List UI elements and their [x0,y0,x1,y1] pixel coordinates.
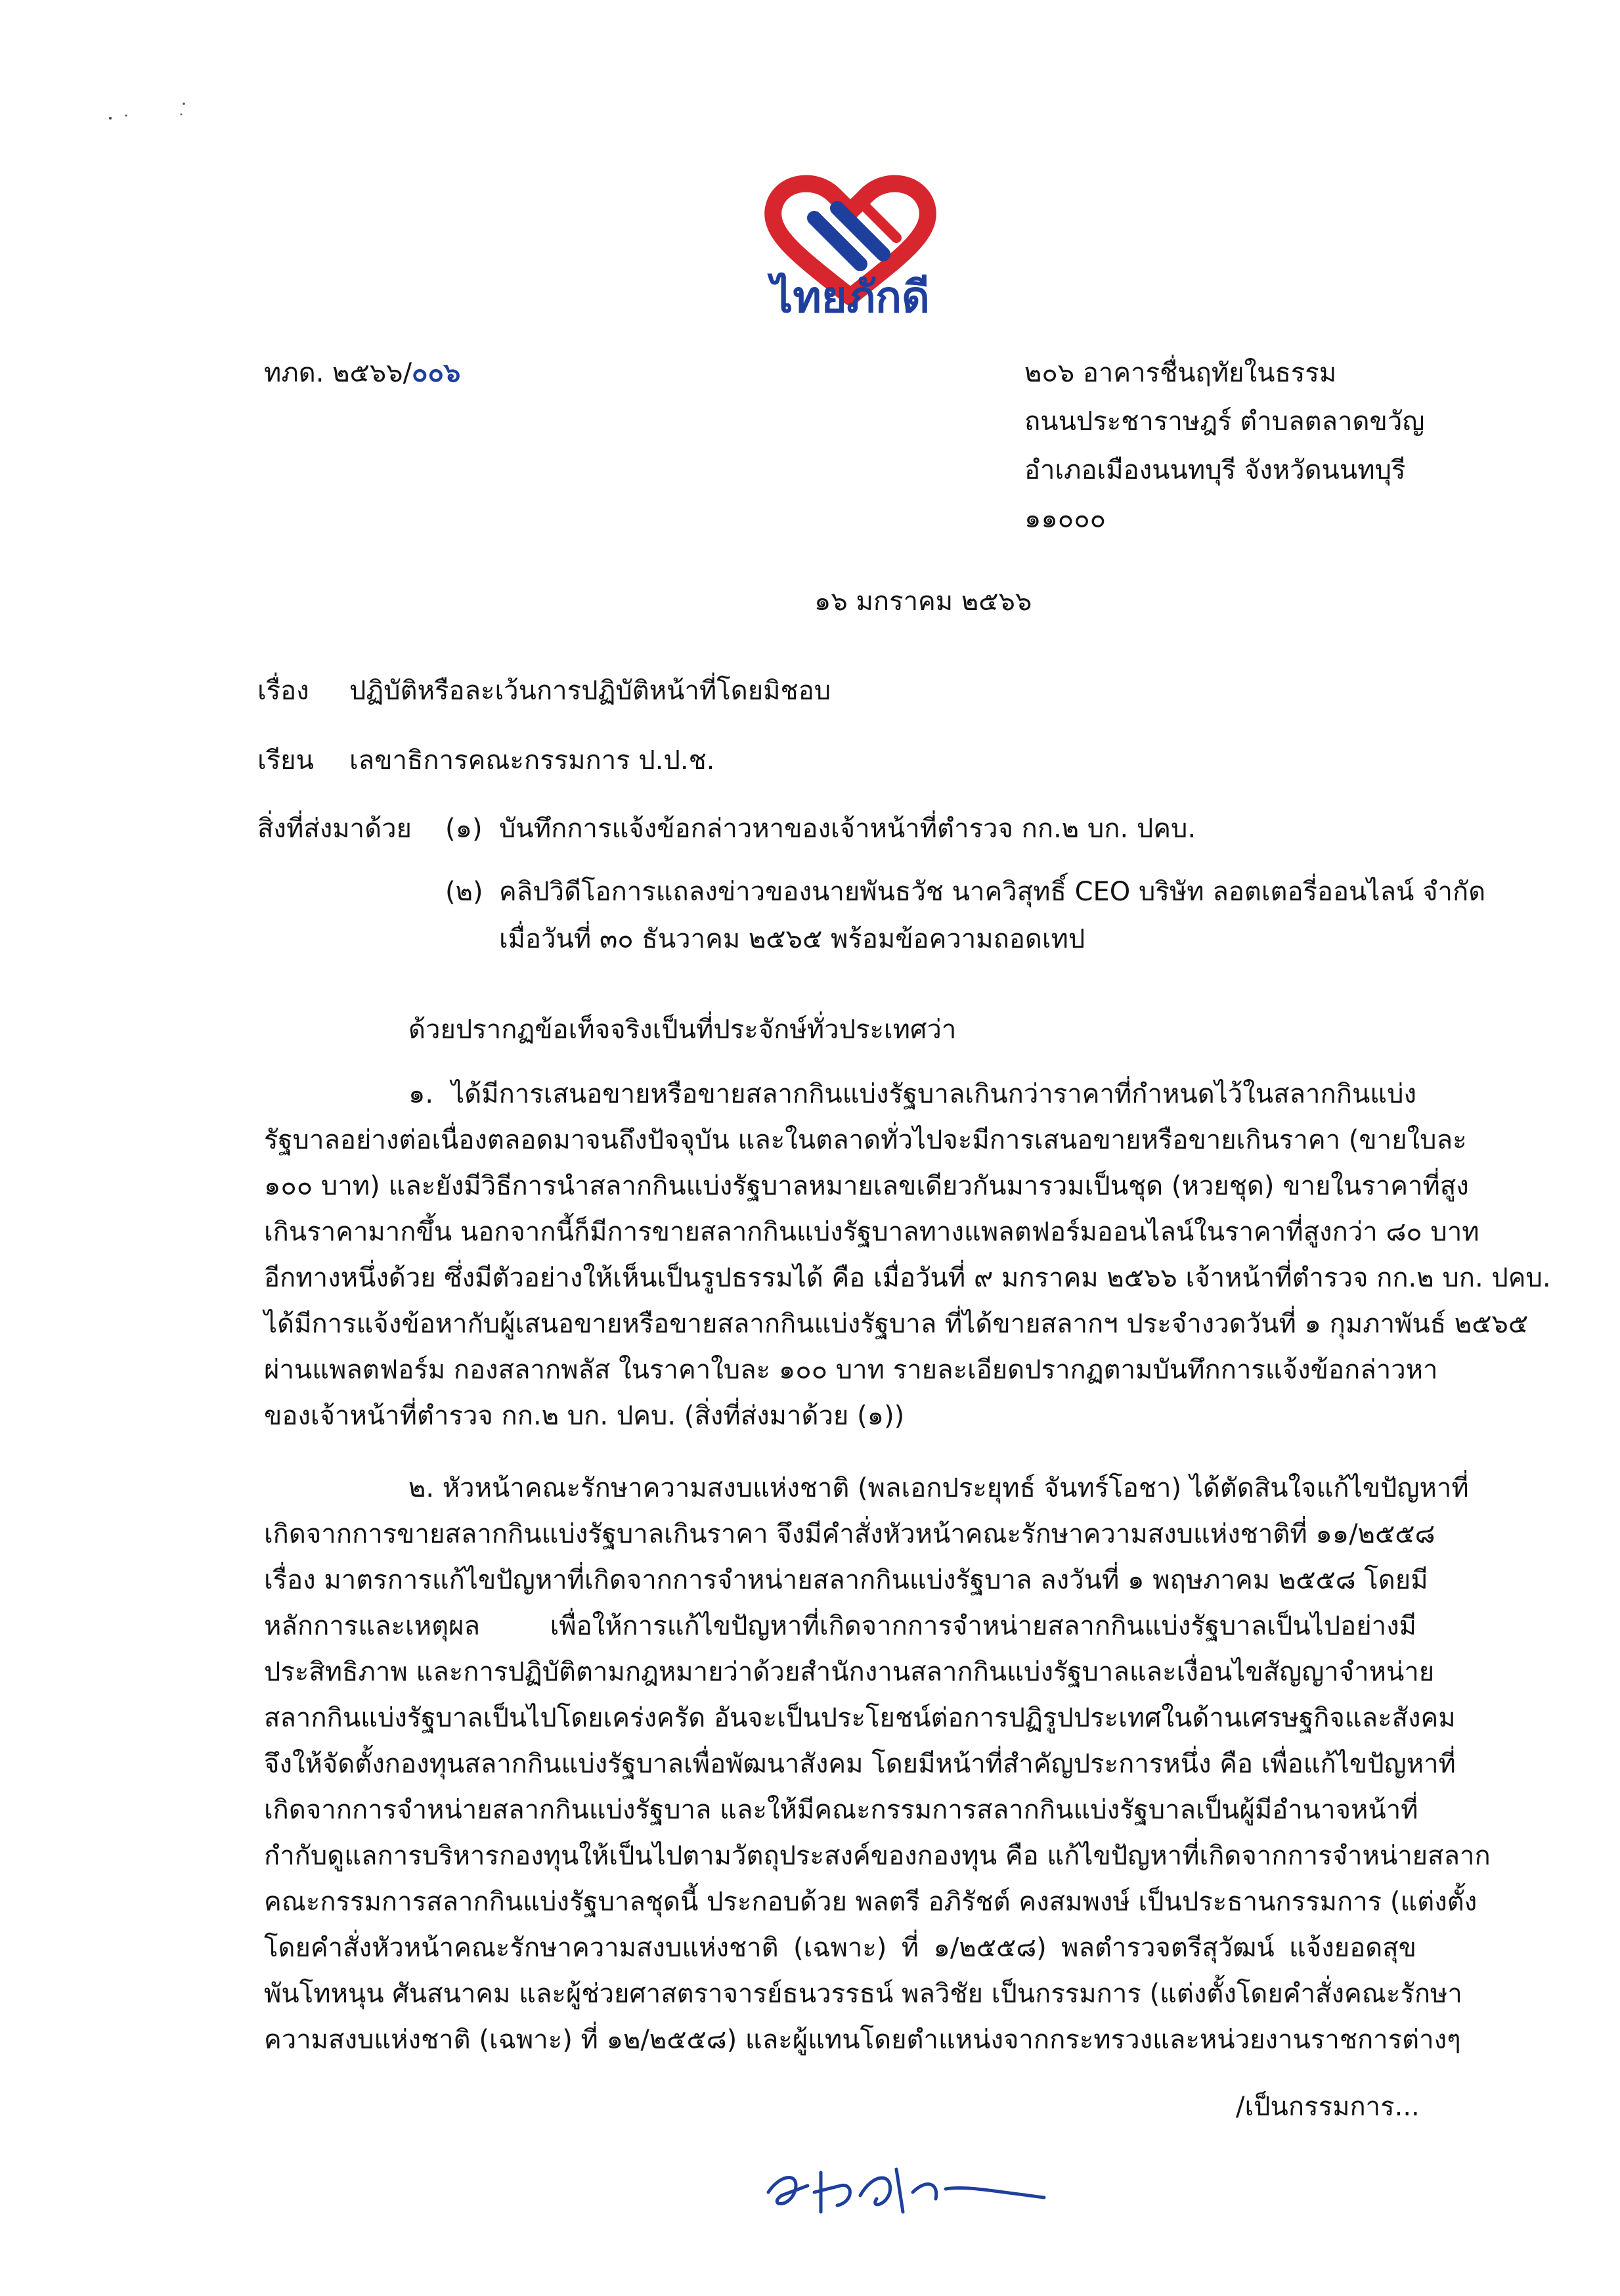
address-line: ๒๐๖ อาคารชื่นฤทัยในธรรม [1024,358,1337,388]
paragraph-1-line: อีกทางหนึ่งด้วย ซึ่งมีตัวอย่างให้เห็นเป็นรูปธรรมได้ คือ เมื่อวันที่ ๙ มกราคม ๒๕๖๖ เจ้าหน้าที่ตำรวจ กก.๒ บก. ปคบ. [264,1263,1551,1293]
enclosures-label: สิ่งที่ส่งมาด้วย [257,814,412,844]
enclosure-text: คลิปวิดีโอการแถลงข่าวของนายพันธวัช นาควิสุทธิ์ CEO บริษัท ลอตเตอรี่ออนไลน์ จำกัด [499,877,1486,907]
enclosure-number: (๑) [445,814,483,844]
continuation-marker: /เป็นกรรมการ... [1236,2092,1420,2122]
paragraph-2-line: พันโทหนุน ศันสนาคม และผู้ช่วยศาสตราจารย์ธนวรรธน์ พลวิชัย เป็นกรรมการ (แต่งตั้งโดยคำสั่งคณะรักษา [264,1979,1462,2009]
paragraph-2-line: เกิดจากการขายสลากกินแบ่งรัฐบาลเกินราคา จึงมีคำสั่งหัวหน้าคณะรักษาความสงบแห่งชาติที่ ๑๑/๒๕๕๘ [264,1519,1435,1549]
paragraph-1-line: รัฐบาลอย่างต่อเนื่องตลอดมาจนถึงปัจจุบัน และในตลาดทั่วไปจะมีการเสนอขายหรือขายเกินราคา (ขายใบละ [264,1125,1467,1155]
paragraph-2-line: หลักการและเหตุผล เพื่อให้การแก้ไขปัญหาที่เกิดจากการจำหน่ายสลากกินแบ่งรัฐบาลเป็นไปอย่างมี [264,1611,1416,1641]
signature-initials-icon [755,2146,1057,2225]
address-line: ๑๑๐๐๐ [1024,504,1106,534]
enclosure-number: (๒) [445,877,483,907]
paragraph-2-line: จึงให้จัดตั้งกองทุนสลากกินแบ่งรัฐบาลเพื่อพัฒนาสังคม โดยมีหน้าที่สำคัญประการหนึ่ง คือ เพื่อแก้ไขปัญหาที่ [264,1749,1456,1779]
letter-date: ๑๖ มกราคม ๒๕๖๖ [814,586,1032,617]
subject-text: ปฏิบัติหรือละเว้นการปฏิบัติหน้าที่โดยมิชอบ [349,676,831,706]
paragraph-1-line: ๑๐๐ บาท) และยังมีวิธีการนำสลากกินแบ่งรัฐบาลหมายเลขเดียวกันมารวมเป็นชุด (หวยชุด) ขายในราคาที่สูง [264,1171,1469,1201]
paragraph-2-line: ความสงบแห่งชาติ (เฉพาะ) ที่ ๑๒/๒๕๕๘) และผู้แทนโดยตำแหน่งจากกระทรวงและหน่วยงานราชการต่างๆ [264,2025,1461,2055]
logo-text: ไทยภักดี [771,272,930,322]
address-line: อำเภอเมืองนนทบุรี จังหวัดนนทบุรี [1024,455,1406,485]
paragraph-2-line: สลากกินแบ่งรัฐบาลเป็นไปโดยเคร่งครัด อันจะเป็นประโยชน์ต่อการปฏิรูปประเทศในด้านเศรษฐกิจและสังคม [264,1703,1456,1733]
subject-label: เรื่อง [257,676,309,706]
paragraph-2-line: ๒. หัวหน้าคณะรักษาความสงบแห่งชาติ (พลเอกประยุทธ์ จันทร์โอชา) ได้ตัดสินใจแก้ไขปัญหาที่ [408,1473,1469,1503]
intro-sentence: ด้วยปรากฏข้อเท็จจริงเป็นที่ประจักษ์ทั่วประเทศว่า [408,1015,957,1045]
reference-handwritten-number: ๐๐๖ [412,358,461,388]
paragraph-2-line: เรื่อง มาตรการแก้ไขปัญหาที่เกิดจากการจำหน่ายสลากกินแบ่งรัฐบาล ลงวันที่ ๑ พฤษภาคม ๒๕๕๘ โดยมี [264,1565,1428,1595]
reference-prefix: ทภด. ๒๕๖๖/ [264,358,412,388]
paragraph-2-line: เกิดจากการจำหน่ายสลากกินแบ่งรัฐบาล และให้มีคณะกรรมการสลากกินแบ่งรัฐบาลเป็นผู้มีอำนาจหน้าที่ [264,1795,1418,1825]
paragraph-1-line: ได้มีการแจ้งข้อหากับผู้เสนอขายหรือขายสลากกินแบ่งรัฐบาล ที่ได้ขายสลากฯ ประจำงวดวันที่ ๑ กุมภาพันธ์ ๒๕๖๕ [264,1309,1529,1339]
paragraph-1-line: เกินราคามากขึ้น นอกจากนี้ก็มีการขายสลากกินแบ่งรัฐบาลทางแพลตฟอร์มออนไลน์ในราคาที่สูงกว่า ๘๐ บาท [264,1217,1479,1247]
enclosure-text: บันทึกการแจ้งข้อกล่าวหาของเจ้าหน้าที่ตำรวจ กก.๒ บก. ปคบ. [499,814,1196,844]
paragraph-1-line: ๑. ได้มีการเสนอขายหรือขายสลากกินแบ่งรัฐบาลเกินกว่าราคาที่กำหนดไว้ในสลากกินแบ่ง [408,1079,1416,1109]
enclosure-text: เมื่อวันที่ ๓๐ ธันวาคม ๒๕๖๕ พร้อมข้อความถอดเทป [499,924,1085,954]
paragraph-2-line: กำกับดูแลการบริหารกองทุนให้เป็นไปตามวัตถุประสงค์ของกองทุน คือ แก้ไขปัญหาที่เกิดจากการจำหน่ายสลาก [264,1841,1491,1871]
paragraph-2-line: คณะกรรมการสลากกินแบ่งรัฐบาลชุดนี้ ประกอบด้วย พลตรี อภิรัชต์ คงสมพงษ์ เป็นประธานกรรมการ (แต่งตั้ง [264,1887,1478,1917]
sender-address [1024,355,1424,537]
recipient-label: เรียน [257,745,314,776]
recipient-text: เลขาธิการคณะกรรมการ ป.ป.ช. [349,745,715,776]
paragraph-1-line: ของเจ้าหน้าที่ตำรวจ กก.๒ บก. ปคบ. (สิ่งที่ส่งมาด้วย (๑)) [264,1401,905,1431]
address-line: ถนนประชาราษฎร์ ตำบลตลาดขวัญ [1024,407,1425,437]
paragraph-2-line: โดยคำสั่งหัวหน้าคณะรักษาความสงบแห่งชาติ (เฉพาะ) ที่ ๑/๒๕๕๘) พลตำรวจตรีสุวัฒน์ แจ้งยอดสุข [264,1933,1416,1963]
paragraph-2-line: ประสิทธิภาพ และการปฏิบัติตามกฎหมายว่าด้วยสำนักงานสลากกินแบ่งรัฐบาลและเงื่อนไขสัญญาจำหน่าย [264,1657,1435,1687]
paragraph-1-line: ผ่านแพลตฟอร์ม กองสลากพลัส ในราคาใบละ ๑๐๐ บาท รายละเอียดปรากฏตามบันทึกการแจ้งข้อกล่าวหา [264,1355,1438,1385]
scan-specks [105,99,197,125]
reference-number [264,355,460,391]
